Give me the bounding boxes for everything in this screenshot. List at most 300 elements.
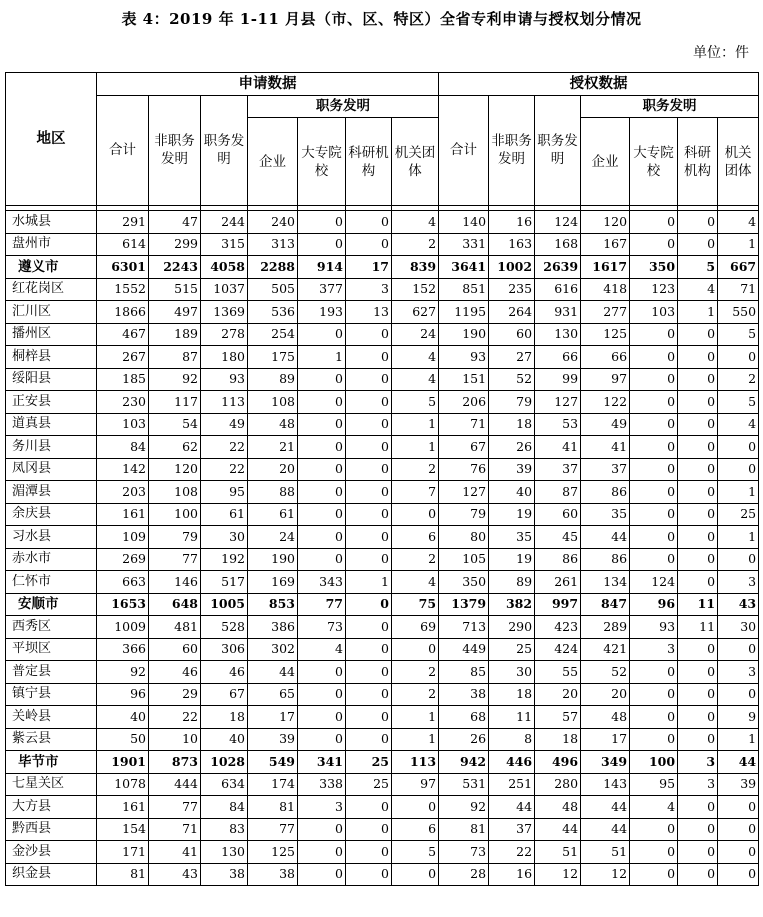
value-cell: 71	[439, 413, 489, 436]
value-cell: 0	[346, 391, 392, 414]
value-cell: 0	[630, 526, 678, 549]
value-cell: 3	[718, 661, 759, 684]
value-cell: 21	[248, 436, 298, 459]
value-cell: 0	[298, 458, 346, 481]
table-row	[6, 346, 759, 369]
region-name: 绥阳县	[6, 368, 97, 391]
value-cell: 0	[630, 211, 678, 234]
value-cell: 18	[535, 728, 581, 751]
value-cell: 267	[97, 346, 149, 369]
value-cell: 11	[678, 593, 718, 616]
value-cell: 0	[298, 683, 346, 706]
value-cell: 180	[201, 346, 248, 369]
value-cell: 7	[392, 481, 439, 504]
value-cell: 38	[201, 863, 248, 886]
value-cell: 79	[489, 391, 535, 414]
city-row	[6, 751, 759, 774]
apply-college-header: 大专院校	[298, 118, 346, 206]
value-cell: 0	[630, 841, 678, 864]
value-cell: 146	[149, 571, 201, 594]
value-cell: 66	[535, 346, 581, 369]
value-cell: 0	[678, 391, 718, 414]
value-cell: 44	[581, 526, 630, 549]
value-cell: 0	[678, 211, 718, 234]
value-cell: 125	[248, 841, 298, 864]
value-cell: 193	[298, 301, 346, 324]
value-cell: 46	[149, 661, 201, 684]
value-cell: 0	[718, 436, 759, 459]
value-cell: 89	[489, 571, 535, 594]
grant-service-group-header: 职务发明	[581, 95, 759, 118]
value-cell: 3	[630, 638, 678, 661]
value-cell: 40	[201, 728, 248, 751]
apply-enterprise-header: 企业	[248, 118, 298, 206]
value-cell: 96	[630, 593, 678, 616]
table-row	[6, 278, 759, 301]
value-cell: 261	[535, 571, 581, 594]
value-cell: 0	[298, 368, 346, 391]
value-cell: 0	[346, 683, 392, 706]
table-row	[6, 706, 759, 729]
value-cell: 0	[678, 548, 718, 571]
table-row	[6, 233, 759, 256]
value-cell: 424	[535, 638, 581, 661]
value-cell: 79	[149, 526, 201, 549]
value-cell: 53	[535, 413, 581, 436]
value-cell: 16	[489, 863, 535, 886]
table-row	[6, 863, 759, 886]
value-cell: 25	[346, 773, 392, 796]
value-cell: 1028	[201, 751, 248, 774]
value-cell: 517	[201, 571, 248, 594]
value-cell: 18	[201, 706, 248, 729]
value-cell: 71	[718, 278, 759, 301]
value-cell: 151	[439, 368, 489, 391]
value-cell: 37	[489, 818, 535, 841]
value-cell: 0	[298, 863, 346, 886]
value-cell: 99	[535, 368, 581, 391]
value-cell: 997	[535, 593, 581, 616]
value-cell: 95	[201, 481, 248, 504]
value-cell: 43	[149, 863, 201, 886]
value-cell: 341	[298, 751, 346, 774]
value-cell: 84	[97, 436, 149, 459]
value-cell: 2288	[248, 256, 298, 279]
value-cell: 24	[392, 323, 439, 346]
value-cell: 4	[718, 413, 759, 436]
value-cell: 338	[298, 773, 346, 796]
value-cell: 914	[298, 256, 346, 279]
region-name: 桐梓县	[6, 346, 97, 369]
value-cell: 4	[392, 346, 439, 369]
value-cell: 1	[718, 526, 759, 549]
region-name: 水城县	[6, 211, 97, 234]
value-cell: 0	[346, 436, 392, 459]
value-cell: 0	[718, 863, 759, 886]
value-cell: 25	[718, 503, 759, 526]
value-cell: 130	[535, 323, 581, 346]
value-cell: 244	[201, 211, 248, 234]
value-cell: 648	[149, 593, 201, 616]
value-cell: 171	[97, 841, 149, 864]
value-cell: 1002	[489, 256, 535, 279]
value-cell: 235	[489, 278, 535, 301]
value-cell: 192	[201, 548, 248, 571]
value-cell: 0	[298, 413, 346, 436]
value-cell: 349	[581, 751, 630, 774]
table-row	[6, 526, 759, 549]
value-cell: 0	[392, 503, 439, 526]
apply-service-group-header: 职务发明	[248, 95, 439, 118]
table-row	[6, 773, 759, 796]
value-cell: 92	[439, 796, 489, 819]
value-cell: 168	[535, 233, 581, 256]
value-cell: 0	[678, 481, 718, 504]
value-cell: 0	[298, 323, 346, 346]
value-cell: 75	[392, 593, 439, 616]
value-cell: 497	[149, 301, 201, 324]
value-cell: 108	[149, 481, 201, 504]
value-cell: 22	[489, 841, 535, 864]
value-cell: 0	[678, 818, 718, 841]
value-cell: 95	[630, 773, 678, 796]
value-cell: 942	[439, 751, 489, 774]
value-cell: 52	[489, 368, 535, 391]
value-cell: 0	[346, 526, 392, 549]
value-cell: 0	[678, 683, 718, 706]
value-cell: 931	[535, 301, 581, 324]
value-cell: 5	[392, 391, 439, 414]
grant-nonservice-header: 非职务发明	[489, 95, 535, 206]
value-cell: 1	[346, 571, 392, 594]
value-cell: 0	[346, 211, 392, 234]
value-cell: 0	[678, 323, 718, 346]
value-cell: 120	[581, 211, 630, 234]
value-cell: 0	[678, 368, 718, 391]
value-cell: 50	[97, 728, 149, 751]
value-cell: 130	[201, 841, 248, 864]
value-cell: 1009	[97, 616, 149, 639]
apply-research-header: 科研机构	[346, 118, 392, 206]
value-cell: 0	[346, 728, 392, 751]
region-name: 七星关区	[6, 773, 97, 796]
table-row	[6, 458, 759, 481]
value-cell: 97	[392, 773, 439, 796]
apply-nonservice-header: 非职务发明	[149, 95, 201, 206]
value-cell: 35	[489, 526, 535, 549]
value-cell: 0	[630, 818, 678, 841]
value-cell: 80	[439, 526, 489, 549]
region-name: 大方县	[6, 796, 97, 819]
value-cell: 251	[489, 773, 535, 796]
value-cell: 203	[97, 481, 149, 504]
value-cell: 280	[535, 773, 581, 796]
value-cell: 28	[439, 863, 489, 886]
value-cell: 20	[581, 683, 630, 706]
value-cell: 0	[630, 728, 678, 751]
value-cell: 0	[346, 548, 392, 571]
value-cell: 93	[439, 346, 489, 369]
value-cell: 2	[718, 368, 759, 391]
table-row	[6, 548, 759, 571]
region-name: 织金县	[6, 863, 97, 886]
value-cell: 2	[392, 233, 439, 256]
value-cell: 11	[489, 706, 535, 729]
value-cell: 5	[678, 256, 718, 279]
region-name: 遵义市	[6, 256, 97, 279]
value-cell: 4058	[201, 256, 248, 279]
value-cell: 851	[439, 278, 489, 301]
value-cell: 17	[248, 706, 298, 729]
value-cell: 190	[248, 548, 298, 571]
value-cell: 87	[149, 346, 201, 369]
value-cell: 230	[97, 391, 149, 414]
value-cell: 26	[439, 728, 489, 751]
table-row	[6, 638, 759, 661]
value-cell: 100	[149, 503, 201, 526]
value-cell: 6	[392, 818, 439, 841]
value-cell: 0	[718, 841, 759, 864]
value-cell: 122	[581, 391, 630, 414]
value-cell: 0	[298, 391, 346, 414]
region-name: 黔西县	[6, 818, 97, 841]
value-cell: 77	[149, 548, 201, 571]
value-cell: 48	[581, 706, 630, 729]
value-cell: 0	[346, 818, 392, 841]
value-cell: 5	[718, 391, 759, 414]
table-row	[6, 796, 759, 819]
value-cell: 1	[392, 728, 439, 751]
value-cell: 62	[149, 436, 201, 459]
value-cell: 0	[346, 413, 392, 436]
table-body	[6, 211, 759, 886]
value-cell: 0	[630, 706, 678, 729]
value-cell: 278	[201, 323, 248, 346]
grant-service-header: 职务发明	[535, 95, 581, 206]
value-cell: 81	[248, 796, 298, 819]
unit-label: 单位：件	[693, 45, 749, 61]
patent-table	[5, 72, 759, 886]
value-cell: 83	[201, 818, 248, 841]
value-cell: 0	[346, 661, 392, 684]
value-cell: 302	[248, 638, 298, 661]
value-cell: 350	[439, 571, 489, 594]
value-cell: 30	[718, 616, 759, 639]
value-cell: 60	[535, 503, 581, 526]
value-cell: 531	[439, 773, 489, 796]
region-name: 盘州市	[6, 233, 97, 256]
value-cell: 92	[149, 368, 201, 391]
value-cell: 60	[489, 323, 535, 346]
value-cell: 1037	[201, 278, 248, 301]
grant-enterprise-header: 企业	[581, 118, 630, 206]
value-cell: 0	[346, 638, 392, 661]
value-cell: 536	[248, 301, 298, 324]
value-cell: 30	[489, 661, 535, 684]
value-cell: 39	[248, 728, 298, 751]
region-name: 湄潭县	[6, 481, 97, 504]
value-cell: 8	[489, 728, 535, 751]
value-cell: 550	[718, 301, 759, 324]
value-cell: 61	[248, 503, 298, 526]
table-row	[6, 391, 759, 414]
value-cell: 277	[581, 301, 630, 324]
value-cell: 0	[346, 593, 392, 616]
value-cell: 88	[248, 481, 298, 504]
value-cell: 1	[392, 413, 439, 436]
value-cell: 48	[248, 413, 298, 436]
value-cell: 1	[678, 301, 718, 324]
value-cell: 0	[298, 436, 346, 459]
value-cell: 0	[298, 548, 346, 571]
value-cell: 663	[97, 571, 149, 594]
value-cell: 240	[248, 211, 298, 234]
value-cell: 44	[581, 796, 630, 819]
value-cell: 2243	[149, 256, 201, 279]
value-cell: 6301	[97, 256, 149, 279]
value-cell: 43	[718, 593, 759, 616]
value-cell: 61	[201, 503, 248, 526]
value-cell: 0	[630, 436, 678, 459]
value-cell: 48	[535, 796, 581, 819]
value-cell: 2	[392, 661, 439, 684]
value-cell: 185	[97, 368, 149, 391]
region-name: 金沙县	[6, 841, 97, 864]
value-cell: 38	[248, 863, 298, 886]
value-cell: 0	[298, 841, 346, 864]
table-row	[6, 413, 759, 436]
value-cell: 109	[97, 526, 149, 549]
value-cell: 154	[97, 818, 149, 841]
table-row	[6, 211, 759, 234]
table-row	[6, 368, 759, 391]
region-name: 道真县	[6, 413, 97, 436]
value-cell: 9	[718, 706, 759, 729]
region-name: 习水县	[6, 526, 97, 549]
value-cell: 29	[149, 683, 201, 706]
table-row	[6, 818, 759, 841]
value-cell: 44	[489, 796, 535, 819]
value-cell: 0	[392, 863, 439, 886]
value-cell: 84	[201, 796, 248, 819]
value-cell: 123	[630, 278, 678, 301]
value-cell: 377	[298, 278, 346, 301]
value-cell: 627	[392, 301, 439, 324]
value-cell: 96	[97, 683, 149, 706]
value-cell: 0	[346, 796, 392, 819]
table-row	[6, 841, 759, 864]
value-cell: 331	[439, 233, 489, 256]
value-cell: 127	[535, 391, 581, 414]
value-cell: 634	[201, 773, 248, 796]
region-name: 仁怀市	[6, 571, 97, 594]
value-cell: 24	[248, 526, 298, 549]
region-name: 紫云县	[6, 728, 97, 751]
value-cell: 1	[392, 706, 439, 729]
value-cell: 343	[298, 571, 346, 594]
table-title: 表 4：2019 年 1-11 月县（市、区、特区）全省专利申请与授权划分情况	[121, 10, 642, 28]
value-cell: 54	[149, 413, 201, 436]
value-cell: 3641	[439, 256, 489, 279]
value-cell: 386	[248, 616, 298, 639]
city-row	[6, 593, 759, 616]
table-row	[6, 683, 759, 706]
value-cell: 41	[581, 436, 630, 459]
value-cell: 22	[201, 436, 248, 459]
value-cell: 0	[346, 863, 392, 886]
value-cell: 0	[630, 683, 678, 706]
value-cell: 125	[581, 323, 630, 346]
value-cell: 0	[298, 661, 346, 684]
value-cell: 0	[630, 661, 678, 684]
value-cell: 0	[346, 841, 392, 864]
value-cell: 0	[718, 458, 759, 481]
value-cell: 0	[630, 481, 678, 504]
value-cell: 57	[535, 706, 581, 729]
value-cell: 51	[535, 841, 581, 864]
value-cell: 0	[630, 391, 678, 414]
value-cell: 1617	[581, 256, 630, 279]
region-name: 播州区	[6, 323, 97, 346]
value-cell: 44	[581, 818, 630, 841]
value-cell: 0	[392, 638, 439, 661]
value-cell: 667	[718, 256, 759, 279]
grant-college-header: 大专院校	[630, 118, 678, 206]
value-cell: 515	[149, 278, 201, 301]
table-row	[6, 503, 759, 526]
region-name: 余庆县	[6, 503, 97, 526]
table-row	[6, 728, 759, 751]
value-cell: 0	[346, 323, 392, 346]
value-cell: 847	[581, 593, 630, 616]
value-cell: 306	[201, 638, 248, 661]
region-name: 镇宁县	[6, 683, 97, 706]
value-cell: 67	[439, 436, 489, 459]
region-name: 务川县	[6, 436, 97, 459]
city-row	[6, 256, 759, 279]
value-cell: 0	[718, 548, 759, 571]
value-cell: 38	[439, 683, 489, 706]
value-cell: 0	[346, 503, 392, 526]
value-cell: 86	[581, 548, 630, 571]
region-name: 红花岗区	[6, 278, 97, 301]
value-cell: 3	[678, 751, 718, 774]
value-cell: 18	[489, 413, 535, 436]
value-cell: 60	[149, 638, 201, 661]
value-cell: 0	[346, 458, 392, 481]
value-cell: 0	[718, 796, 759, 819]
value-cell: 69	[392, 616, 439, 639]
value-cell: 175	[248, 346, 298, 369]
value-cell: 12	[581, 863, 630, 886]
value-cell: 140	[439, 211, 489, 234]
region-name: 毕节市	[6, 751, 97, 774]
value-cell: 713	[439, 616, 489, 639]
value-cell: 20	[535, 683, 581, 706]
value-cell: 0	[298, 526, 346, 549]
value-cell: 1195	[439, 301, 489, 324]
value-cell: 0	[630, 346, 678, 369]
value-cell: 2	[392, 683, 439, 706]
apply-total-header: 合计	[97, 95, 149, 206]
value-cell: 0	[678, 728, 718, 751]
value-cell: 269	[97, 548, 149, 571]
value-cell: 189	[149, 323, 201, 346]
value-cell: 25	[489, 638, 535, 661]
value-cell: 124	[535, 211, 581, 234]
value-cell: 16	[489, 211, 535, 234]
value-cell: 3	[718, 571, 759, 594]
